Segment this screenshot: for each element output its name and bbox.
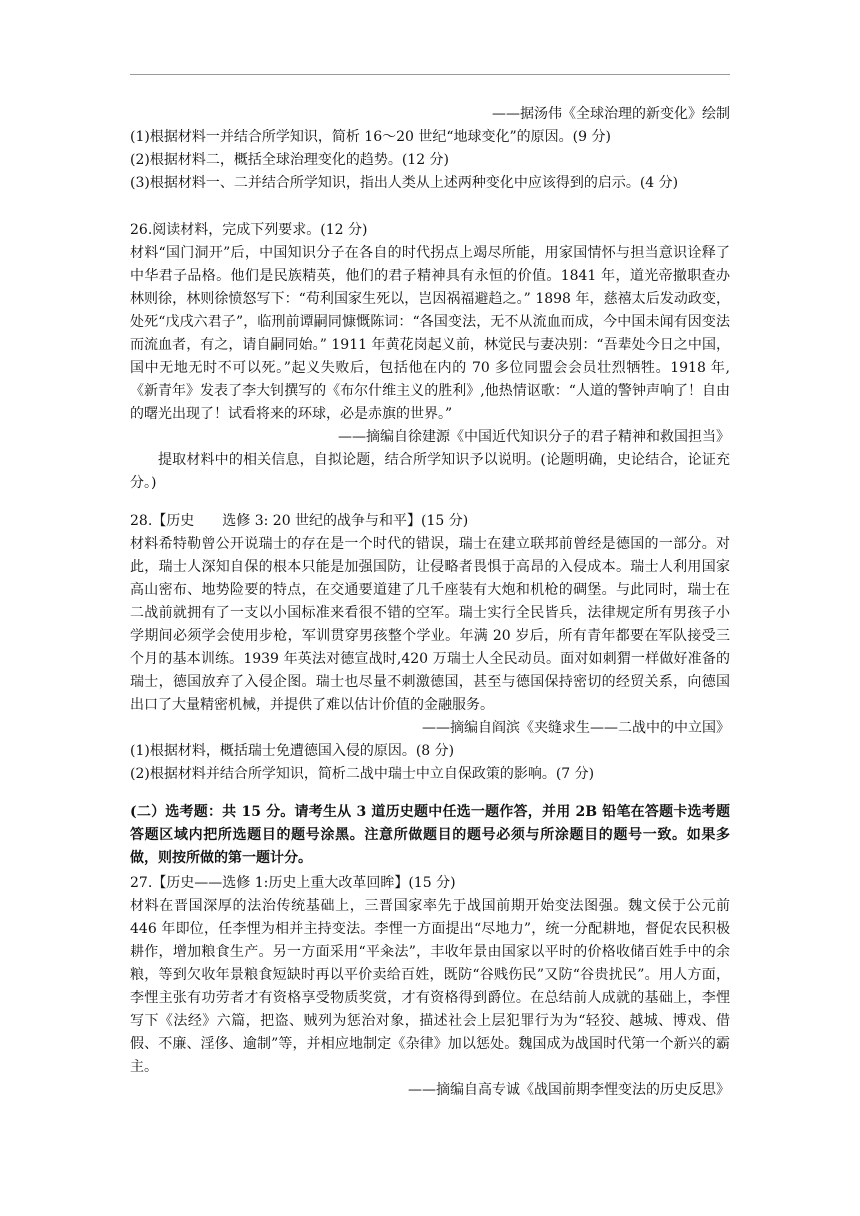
q28-section [130, 510, 730, 786]
header-rule [130, 74, 730, 75]
q28-question-1: (1)根据材料，概括瑞士免遭德国入侵的原因。(8 分) [130, 743, 455, 759]
q26-title: 26.阅读材料，完成下列要求。(12 分) [130, 222, 368, 238]
q27-title: 27.【历史——选修 1:历史上重大改革回眸】(15 分) [130, 875, 456, 891]
q28-title: 28.【历史 选修 3: 20 世纪的战争与和平】(15 分) [130, 513, 469, 529]
q27-material: 材料在晋国深厚的法治传统基础上，三晋国家率先于战国前期开始变法图强。魏文侯于公元前 446 年即位，任李悝为相并主持变法。李悝一方面提出“尽地力”，统一分配耕地，督促农民积极耕作，增加粮食生产。另一方面采用“平籴法”，丰收年景由国家以平时的价格收储百姓手中的余粮，等到欠收年景粮食短缺时再以平价卖给百姓，既防“谷贱伤民”又防“谷贵扰民”。用人方面，李悝主张有功劳者才有资格享受物质奖赏，才有资格得到爵位。在总结前人成就的基础上，李悝写下《法经》六篇，把盗、贼列为惩治对象，描述社会上层犯罪行为为“轻狡、越城、博戏、借假、不廉、淫侈、逾制”等，并相应地制定《杂律》加以惩处。魏国成为战国时代第一个新兴的霸主。 [130, 898, 730, 1075]
elective-section [130, 801, 730, 870]
q26-material: 材料“国门洞开”后，中国知识分子在各自的时代拐点上竭尽所能，用家国情怀与担当意识诠释了中华君子品格。他们是民族精英，他们的君子精神具有永恒的价值。1841 年，道光帝撤职查办林则徐，林则徐愤怒写下：“苟利国家生死以，岂因祸福避趋之。” 1898 年，慈禧太后发动政变，处死“戊戌六君子”，临刑前谭嗣同慷慨陈词：“各国变法，无不从流血而成，今中国未闻有因变法而流血者，有之，请自嗣同始。” 1911 年黄花岗起义前，林觉民与妻决别：“吾辈处今日之中国，国中无地无时不可以死。”起义失败后，包括他在内的 70 多位同盟会会员壮烈牺牲。1918 年,《新青年》发表了李大钊撰写的《布尔什维主义的胜利》,他热情讴歌：“人道的警钟声响了！自由的曙光出现了！试看将来的环球，必是赤旗的世界。” [130, 245, 730, 422]
q26-prompt: 提取材料中的相关信息，自拟论题，结合所学知识予以说明。(论题明确，史论结合，论证充分。) [130, 452, 730, 491]
q26-source: ——摘编自徐建源《中国近代知识分子的君子精神和救国担当》 [338, 429, 730, 445]
q27-section [130, 872, 730, 1102]
q25-question-1: (1)根据材料一并结合所学知识，简析 16～20 世纪“地球变化”的原因。(9 分) [130, 129, 611, 145]
q28-material: 材料希特勒曾公开说瑞士的存在是一个时代的错误，瑞士在建立联邦前曾经是德国的一部分。对此，瑞士人深知自保的根本只能是加强国防，让侵略者畏惧于高昂的入侵成本。瑞士人利用国家高山密布、地势险要的特点，在交通要道建了几千座装有大炮和机枪的碉堡。与此同时，瑞士在二战前就拥有了一支以小国标准来看很不错的空军。瑞士实行全民皆兵，法律规定所有男孩子小学期间必须学会使用步枪，军训贯穿男孩整个学业。年满 20 岁后，所有青年都要在军队接受三个月的基本训练。1939 年英法对德宣战时,420 万瑞士人全民动员。面对如刺猬一样做好准备的瑞士，德国放弃了入侵企图。瑞士也尽量不刺激德国，甚至与德国保持密切的经贸关系，向德国出口了大量精密机械，并提供了难以估计价值的金融服务。 [130, 536, 730, 713]
q25-question-3: (3)根据材料一、二并结合所学知识，指出人类从上述两种变化中应该得到的启示。(4 分) [130, 175, 679, 191]
q28-source: ——摘编自阎滨《夹缝求生——二战中的中立国》 [422, 720, 730, 736]
q25-source: ——据汤伟《全球治理的新变化》绘制 [492, 106, 730, 122]
q25-question-2: (2)根据材料二，概括全球治理变化的趋势。(12 分) [130, 152, 450, 168]
elective-instruction: (二）选考题：共 15 分。请考生从 3 道历史题中任选一题作答，并用 2B 铅笔在答题卡选考题答题区域内把所选题目的题号涂黑。注意所做题目的题号必须与所涂题目的题号一致。如果多做，则按所做的第一题计分。 [130, 804, 730, 866]
q26-section [130, 219, 730, 495]
q27-source: ——摘编自高专诚《战国前期李悝变法的历史反思》 [408, 1082, 730, 1098]
q25-tail [130, 103, 730, 195]
q28-question-2: (2)根据材料并结合所学知识，简析二战中瑞士中立自保政策的影响。(7 分) [130, 766, 595, 782]
